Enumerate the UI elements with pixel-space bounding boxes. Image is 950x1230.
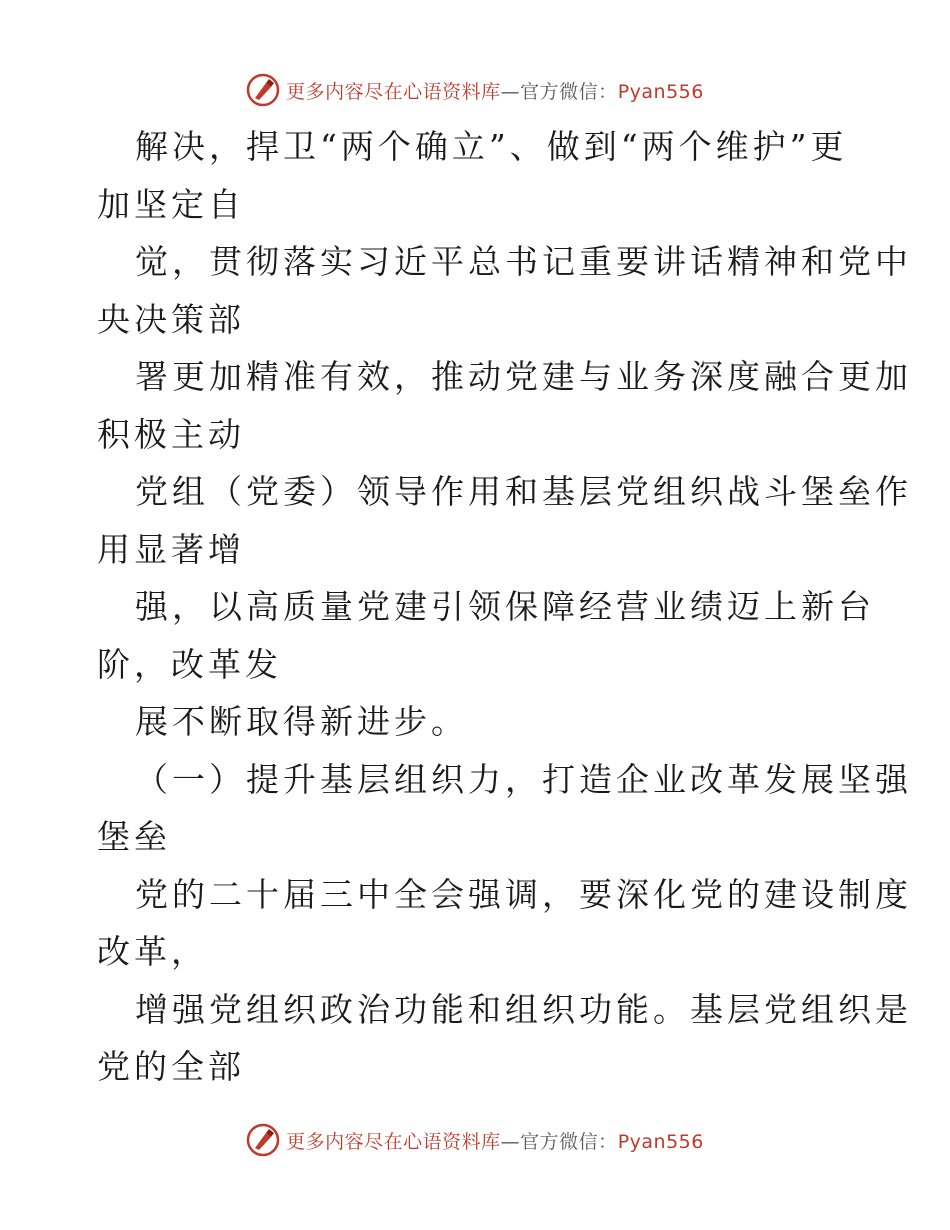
header-banner [0,70,950,110]
header-banner-wechat-label: 官方微信： [520,80,618,103]
body-line: 用显著增 [97,529,245,569]
body-line: 党的二十届三中全会强调，要深化党的建设制度 [135,874,912,914]
footer-banner-dash: — [500,1130,521,1153]
body-line: 署更加精准有效，推动党建与业务深度融合更加 [135,357,912,396]
body-line: 强，以高质量党建引领保障经营业绩迈上新台 [135,587,875,626]
header-banner-dash: — [500,80,521,103]
body-line: 央决策部 [97,299,245,339]
header-banner-wechat-id: Pyan556 [617,80,704,103]
section-heading: （一）提升基层组织力，打造企业改革发展坚强 [135,759,912,799]
footer-banner-text [286,1127,704,1154]
body-line: 增强党组织政治功能和组织功能。基层党组织是 [135,989,912,1029]
body-line: 解决，捍卫“两个确立”、做到“两个维护”更 [135,127,848,166]
footer-banner-title: 更多内容尽在心语资料库 [286,1130,501,1153]
header-banner-text [286,77,704,104]
footer-banner [0,1120,950,1160]
body-line: 堡垒 [97,817,171,856]
header-banner-title: 更多内容尽在心语资料库 [286,80,501,103]
footer-banner-wechat-label: 官方微信： [520,1130,618,1153]
body-line: 积极主动 [97,414,245,454]
pen-nib-logo-icon [246,1123,280,1157]
body-line: 加坚定自 [97,184,245,224]
pen-nib-logo-icon [246,73,280,107]
body-line: 党的全部 [97,1047,245,1086]
body-line: 改革， [97,932,208,971]
footer-banner-wechat-id: Pyan556 [617,1130,704,1153]
body-line: 觉，贯彻落实习近平总书记重要讲话精神和党中 [135,242,912,281]
document-body [97,118,912,1096]
body-line: 阶，改革发 [97,644,282,684]
body-line: 党组（党委）领导作用和基层党组织战斗堡垒作 [135,472,912,511]
body-line: 展不断取得新进步。 [135,702,468,741]
